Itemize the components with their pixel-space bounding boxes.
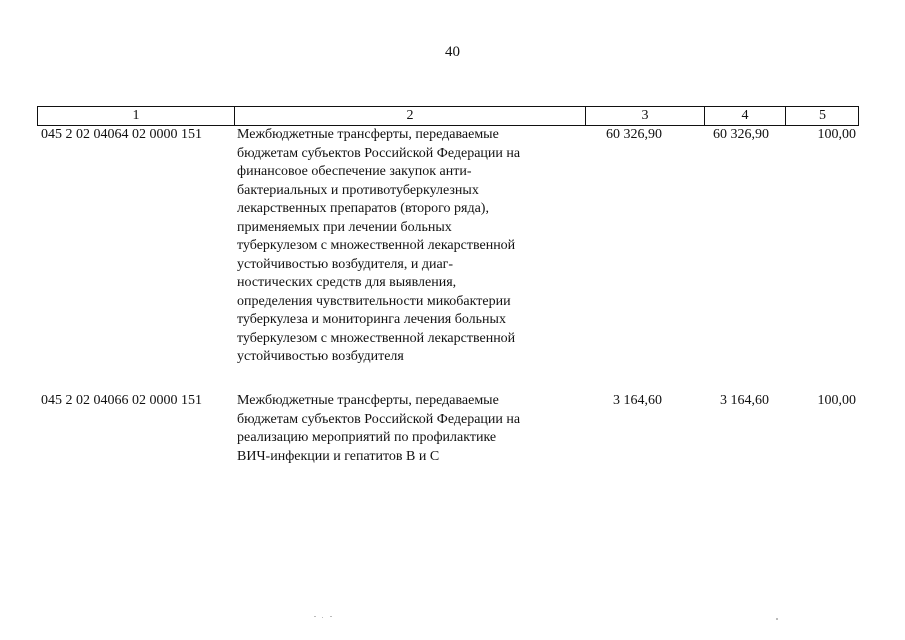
- row-2-col-5-value: 100,00: [817, 393, 856, 408]
- row-1-col-4-value: 60 326,90: [713, 127, 769, 142]
- header-col-1: 1: [132, 108, 140, 123]
- row-1-description-line: бюджетам субъектов Российской Федерации на: [237, 145, 521, 161]
- scan-speck: [314, 616, 316, 617]
- row-1-description-line: туберкулезом с множественной лекарственной: [237, 238, 516, 253]
- row-1-description-line: Межбюджетные трансферты, передаваемые: [237, 127, 499, 142]
- row-1-description-line: определения чувствительности микобактерии: [237, 293, 511, 309]
- row-2-description-line: Межбюджетные трансферты, передаваемые: [237, 393, 499, 408]
- row-1-description-line: туберкулезом с множественной лекарственной: [237, 330, 516, 346]
- header-col-5: 5: [819, 108, 826, 123]
- row-2-description-line: бюджетам субъектов Российской Федерации на: [237, 411, 521, 427]
- row-1-description-line: бактериальных и противотуберкулезных: [237, 182, 479, 198]
- row-2-col-4-value: 3 164,60: [720, 393, 769, 408]
- header-col-4: 4: [741, 108, 749, 123]
- row-1-description-line: ностических средств для выявления,: [237, 275, 457, 290]
- table-header-row: [38, 106, 859, 126]
- row-2-col-3-value: 3 164,60: [613, 393, 662, 408]
- row-1-col-3-value: 60 326,90: [606, 127, 662, 142]
- scan-speck: [776, 618, 778, 620]
- row-2-code: 045 2 02 04066 02 0000 151: [41, 393, 202, 408]
- row-1-col-5-value: 100,00: [817, 127, 856, 142]
- header-col-3: 3: [641, 108, 649, 123]
- page-number: 40: [445, 44, 460, 60]
- row-1-description-line: лекарственных препаратов (второго ряда),: [237, 201, 489, 216]
- row-1-description-line: устойчивостью возбудителя, и диаг-: [237, 256, 454, 272]
- row-1-description: [237, 126, 567, 367]
- row-2-description-line: ВИЧ-инфекции и гепатитов В и С: [237, 448, 440, 464]
- row-1-code: 045 2 02 04064 02 0000 151: [41, 127, 202, 142]
- row-2-description: [237, 392, 567, 466]
- scan-speck: [330, 616, 332, 617]
- row-2-description-line: реализацию мероприятий по профилактике: [237, 430, 497, 445]
- row-1-description-line: финансовое обеспечение закупок анти-: [237, 164, 472, 179]
- scan-speck: [322, 617, 323, 618]
- row-1-description-line: туберкулеза и мониторинга лечения больных: [237, 312, 506, 327]
- row-1-description-line: устойчивостью возбудителя: [237, 349, 404, 364]
- row-1-description-line: применяемых при лечении больных: [237, 219, 452, 235]
- header-col-2: 2: [406, 108, 414, 123]
- table-border-right: [858, 106, 859, 126]
